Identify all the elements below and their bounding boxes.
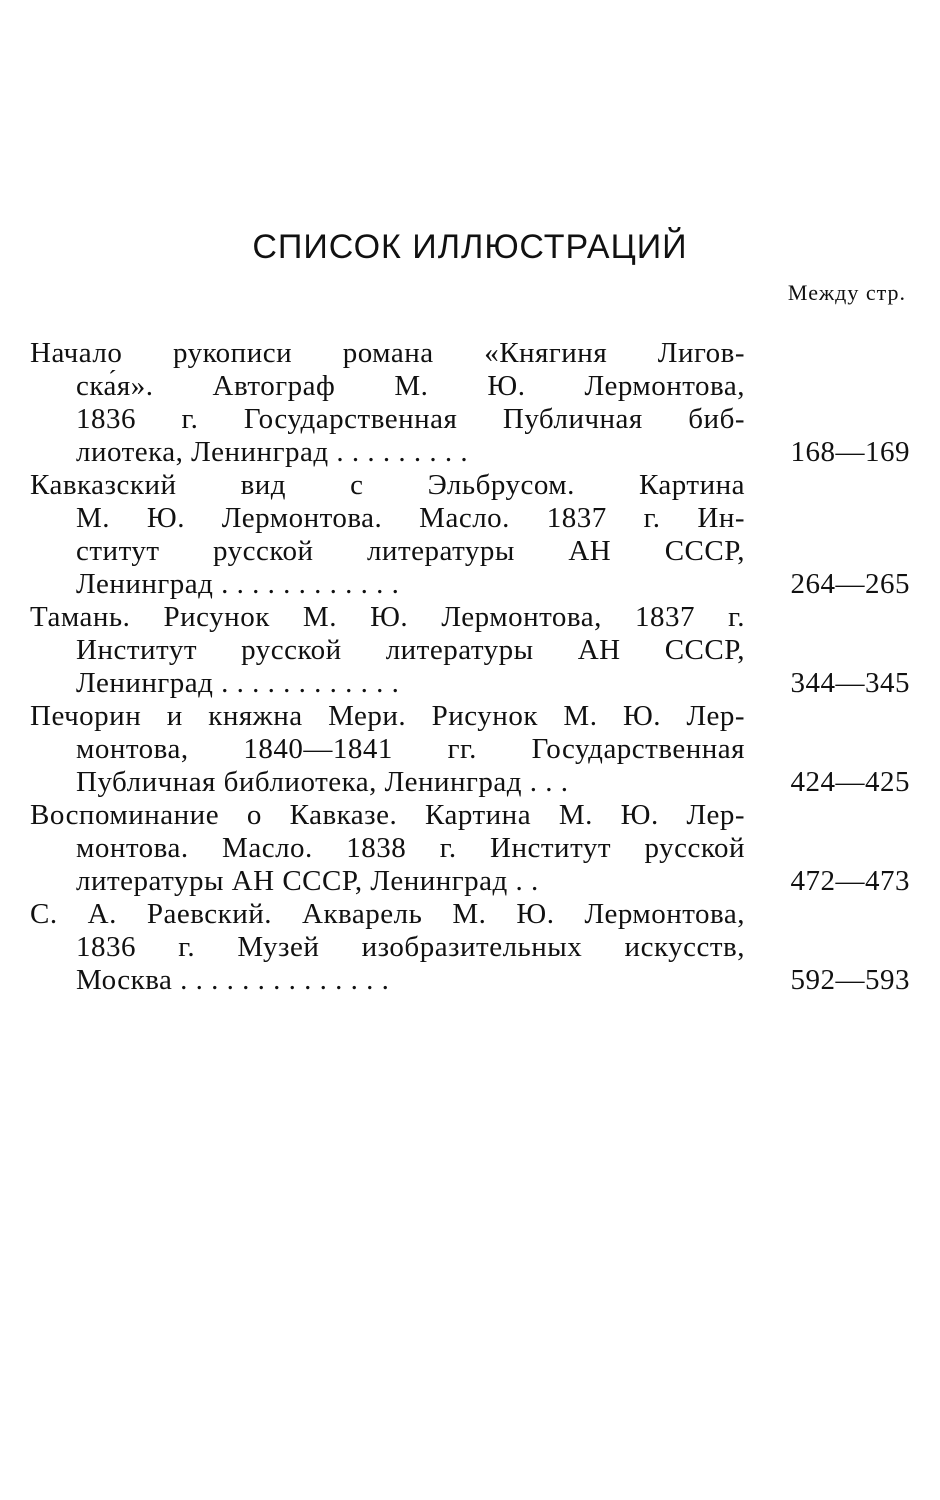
list-item [30,898,910,997]
entry-line: Публичная библиотека, Ленинград . . . [76,766,569,798]
page-range: 344—345 [790,667,910,699]
entry-line: Кавказский вид с Эльбрусом. Картина [30,469,745,501]
list-item [30,337,910,469]
entry-line: Воспоминание о Кавказе. Картина М. Ю. Лер- [30,799,745,831]
page-range: 592—593 [790,964,910,996]
entry-line: ститут русской литературы АН СССР, [76,535,745,567]
page-range: 264—265 [790,568,910,600]
page-range: 472—473 [790,865,910,897]
entry-line: 1836 г. Музей изобразительных искусств, [76,931,745,963]
column-header-between-pages: Между стр. [787,280,906,305]
entry-line: С. А. Раевский. Акварель М. Ю. Лермонтова, [30,898,745,930]
entry-line: Ленинград . . . . . . . . . . . . [76,568,400,600]
page-range: 424—425 [790,766,910,798]
entry-line: М. Ю. Лермонтова. Масло. 1837 г. Ин- [76,502,745,534]
entry-line: Начало рукописи романа «Княгиня Лигов- [30,337,745,369]
entry-line: 1836 г. Государственная Публичная биб- [76,403,745,435]
entry-line: Институт русской литературы АН СССР, [76,634,745,666]
page-range: 168—169 [790,436,910,468]
entry-line: Тамань. Рисунок М. Ю. Лермонтова, 1837 г. [30,601,745,633]
entry-line: ска́я». Автограф М. Ю. Лермонтова, [76,370,745,402]
page-title: СПИСОК ИЛЛЮСТРАЦИЙ [252,228,688,266]
entry-line: монтова. Масло. 1838 г. Институт русской [76,832,745,864]
entry-line: монтова, 1840—1841 гг. Государственная [76,733,745,765]
list-item [30,799,910,898]
list-item [30,469,910,601]
entry-line: Печорин и княжна Мери. Рисунок М. Ю. Лер- [30,700,745,732]
illustrations-list [30,337,910,997]
entry-line: лиотека, Ленинград . . . . . . . . . [76,436,469,468]
entry-line: Ленинград . . . . . . . . . . . . [76,667,400,699]
entry-line: литературы АН СССР, Ленинград . . [76,865,539,897]
entry-line: Москва . . . . . . . . . . . . . . [76,964,390,996]
list-item [30,700,910,799]
list-item [30,601,910,700]
